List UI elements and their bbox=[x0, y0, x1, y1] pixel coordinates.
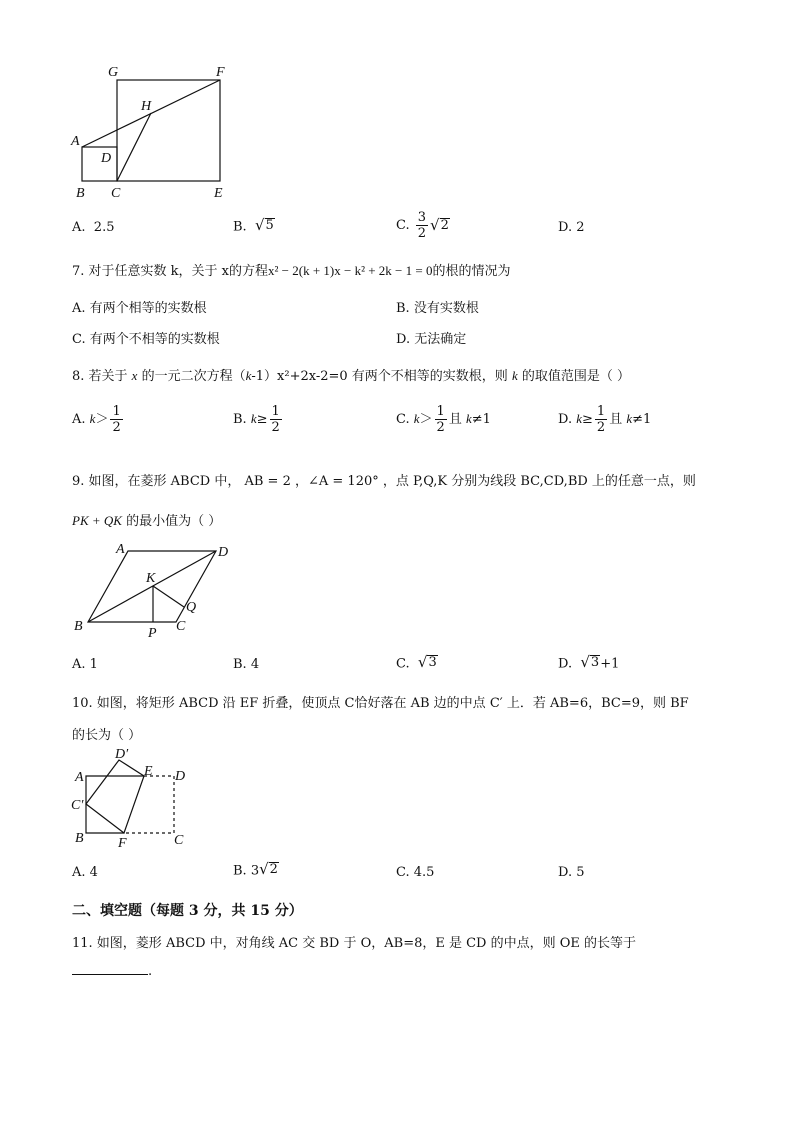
frac-num: 1 bbox=[436, 404, 445, 419]
q7-stem-post: 的根的情况为 bbox=[432, 264, 511, 279]
sqrt-symbol: √ 5 bbox=[254, 216, 274, 235]
q10-b-letter: B. 3 bbox=[233, 863, 260, 879]
section-heading: 二、填空题（每题 3 分，共 15 分） bbox=[72, 903, 303, 919]
q7-option-b: B. 没有实数根 bbox=[396, 301, 479, 316]
q11-answer-line bbox=[72, 962, 152, 979]
frac-den: 2 bbox=[271, 420, 280, 435]
q9-stem-line2 bbox=[72, 510, 221, 529]
q6-a-value: 2.5 bbox=[93, 220, 115, 235]
label-g: G bbox=[108, 65, 119, 80]
q9-c-letter: C. bbox=[396, 656, 410, 672]
q8-d-op: ≥ bbox=[582, 412, 593, 427]
q8-d-and: 且 bbox=[609, 412, 627, 427]
q9-stem-post: 的最小值为（ ） bbox=[121, 514, 222, 529]
label-p: P bbox=[148, 626, 157, 641]
q8-c-and: 且 bbox=[448, 412, 466, 427]
label-h: H bbox=[141, 99, 152, 114]
label-e: E bbox=[144, 764, 153, 779]
q6-c-letter: C. bbox=[396, 218, 410, 233]
q6-c-radicand: 2 bbox=[440, 217, 449, 233]
q6-option-a bbox=[72, 220, 114, 235]
q9-option-d bbox=[558, 655, 619, 671]
q9-d-post: +1 bbox=[600, 656, 620, 672]
label-a: A bbox=[116, 542, 125, 557]
q8-option-b bbox=[233, 405, 284, 434]
q8-c-fraction bbox=[435, 405, 447, 434]
q6-b-radicand: 5 bbox=[265, 218, 274, 233]
answer-blank[interactable] bbox=[72, 962, 148, 975]
label-f: F bbox=[216, 65, 225, 80]
q8-b-op: ≥ bbox=[256, 412, 268, 427]
q8-c-op: ＞ bbox=[419, 412, 433, 427]
q7-option-c: C. 有两个不相等的实数根 bbox=[72, 332, 220, 347]
folded-quad bbox=[86, 760, 144, 833]
q10-option-a: A. 4 bbox=[72, 865, 98, 880]
q6-d-text: D. 2 bbox=[558, 220, 585, 235]
q8-c-k: k bbox=[413, 411, 420, 426]
label-c-prime: C′ bbox=[71, 798, 84, 813]
q6-c-num: 3 bbox=[417, 210, 427, 225]
q10-option-d: D. 5 bbox=[558, 865, 585, 880]
rect-visible bbox=[86, 776, 144, 833]
q8-d-k: k bbox=[576, 411, 583, 426]
label-d-prime: D′ bbox=[115, 747, 129, 762]
q8-c-k2: k bbox=[465, 411, 472, 426]
label-f: F bbox=[118, 836, 127, 851]
q10-b-radicand: 2 bbox=[269, 862, 278, 877]
q8-stem-pre: 8. 若关于 bbox=[72, 369, 132, 384]
figure-q9 bbox=[66, 538, 246, 643]
q7-option-d: D. 无法确定 bbox=[396, 332, 467, 347]
q6-b-letter: B. bbox=[233, 219, 247, 235]
q9-d-radicand: 3 bbox=[590, 655, 600, 670]
frac-den: 2 bbox=[596, 420, 606, 435]
q10-option-c: C. 4.5 bbox=[396, 865, 435, 880]
label-q: Q bbox=[186, 600, 197, 615]
q10-stem-line2: 的长为（ ） bbox=[72, 728, 142, 743]
q6-a-letter: A. bbox=[72, 220, 86, 235]
frac-den: 2 bbox=[436, 420, 445, 435]
sqrt-symbol: √ 3 bbox=[580, 653, 600, 672]
q8-b-fraction bbox=[270, 405, 282, 434]
sqrt-symbol: √ 3 bbox=[417, 653, 437, 672]
q9-expr: PK + QK bbox=[72, 513, 122, 528]
frac-den: 2 bbox=[112, 420, 121, 435]
sqrt-symbol: √ 2 bbox=[430, 216, 449, 235]
q6-option-b bbox=[233, 218, 275, 234]
frac-num: 1 bbox=[112, 404, 121, 419]
frac-num: 1 bbox=[596, 404, 606, 419]
frac-num: 1 bbox=[271, 404, 280, 419]
q9-stem: 9. 如图，在菱形 ABCD 中， AB = 2 ，∠A = 120° ，点 P,Q,K 分别为线段 BC,CD,BD 上的任意一点，则 bbox=[72, 474, 696, 489]
label-a: A bbox=[75, 770, 84, 785]
q8-option-c bbox=[396, 405, 491, 434]
q8-option-d bbox=[558, 405, 651, 434]
q6-option-c bbox=[396, 211, 450, 240]
q8-stem bbox=[72, 365, 630, 384]
label-b: B bbox=[74, 619, 83, 634]
q8-stem-mid: 的一元二次方程（ bbox=[137, 369, 246, 384]
q9-option-b: B. 4 bbox=[233, 657, 260, 672]
label-c: C bbox=[111, 186, 121, 201]
q8-d-k2: k bbox=[626, 411, 633, 426]
label-b: B bbox=[76, 186, 85, 201]
q7-stem bbox=[72, 260, 510, 279]
q6-c-den: 2 bbox=[417, 226, 427, 241]
label-c: C bbox=[174, 833, 184, 848]
segment-kq bbox=[153, 586, 184, 607]
q8-a-op: ＞ bbox=[95, 412, 109, 427]
q7-stem-pre: 7. 对于任意实数 k，关于 x的方程 bbox=[72, 264, 269, 279]
q8-a-k: k bbox=[89, 411, 96, 426]
q8-stem-mid2: -1）x²+2x-2=0 有两个不相等的实数根，则 bbox=[251, 369, 512, 384]
q8-option-a bbox=[72, 405, 125, 434]
q8-b-k: k bbox=[250, 411, 257, 426]
segment-ch bbox=[117, 113, 151, 181]
q8-d-ne: ≠1 bbox=[632, 412, 652, 427]
square-abcd bbox=[82, 147, 117, 181]
rect-dashed bbox=[124, 776, 174, 833]
figure-q10 bbox=[66, 746, 196, 851]
label-e: E bbox=[214, 186, 223, 201]
figure-q6 bbox=[66, 60, 246, 205]
q6-option-d bbox=[558, 220, 585, 235]
q6-c-fraction bbox=[416, 211, 428, 240]
diagonal-bd bbox=[88, 551, 216, 622]
q8-var-k: k bbox=[511, 368, 518, 383]
label-d: D bbox=[218, 545, 229, 560]
q11-stem: 11. 如图，菱形 ABCD 中，对角线 AC 交 BD 于 O，AB=8，E 是 CD 的中点，则 OE 的长等于 bbox=[72, 936, 637, 951]
label-b: B bbox=[75, 831, 84, 846]
q9-d-letter: D. bbox=[558, 656, 573, 672]
label-d: D bbox=[101, 151, 112, 166]
q8-a-fraction bbox=[110, 405, 122, 434]
q11-end-period: . bbox=[148, 964, 153, 979]
q8-c-ne: ≠1 bbox=[471, 412, 491, 427]
q8-c-letter: C. bbox=[396, 412, 414, 427]
q7-option-a: A. 有两个相等的实数根 bbox=[72, 301, 207, 316]
q9-option-a: A. 1 bbox=[72, 657, 98, 672]
q7-equation: x² − 2(k + 1)x − k² + 2k − 1 = 0 bbox=[268, 263, 433, 278]
q8-b-letter: B. bbox=[233, 412, 251, 427]
sqrt-symbol: √ 2 bbox=[259, 860, 278, 879]
label-a: A bbox=[71, 134, 80, 149]
q8-d-fraction bbox=[595, 405, 607, 434]
q10-option-b bbox=[233, 862, 279, 878]
q9-c-radicand: 3 bbox=[428, 655, 437, 670]
square-gcef bbox=[117, 80, 220, 181]
q8-a-letter: A. bbox=[72, 412, 90, 427]
label-k: K bbox=[146, 571, 156, 586]
q8-var-x: x bbox=[131, 368, 138, 383]
q10-stem: 10. 如图，将矩形 ABCD 沿 EF 折叠，使顶点 C恰好落在 AB 边的中点 C′ 上．若 AB=6，BC=9，则 BF bbox=[72, 696, 689, 711]
label-c: C bbox=[176, 619, 186, 634]
q8-stem-post: 的取值范围是（ ） bbox=[517, 369, 630, 384]
q8-var-k: k bbox=[245, 368, 252, 383]
label-d: D bbox=[175, 769, 186, 784]
q8-d-letter: D. bbox=[558, 412, 577, 427]
q9-option-c bbox=[396, 655, 438, 671]
